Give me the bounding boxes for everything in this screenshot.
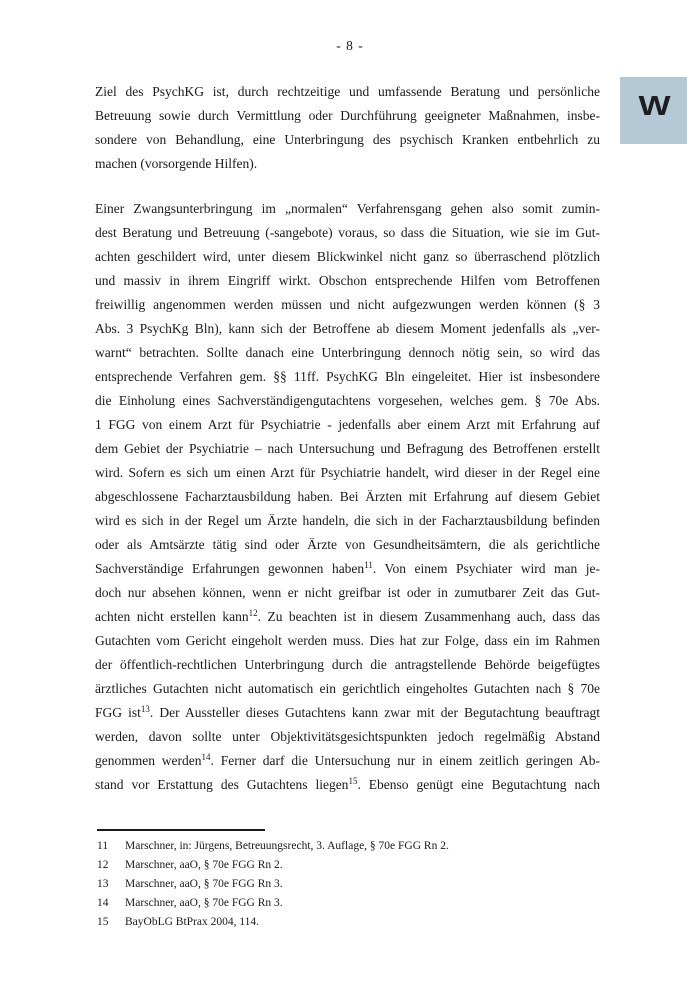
text-line: und massiv in ihrem Eingriff wirkt. Obschon entsprechende Hilfen vom Betroffenen [95, 273, 600, 288]
text-line: wird. Sofern es sich um einen Arzt für Psychiatrie handelt, wird dieser in der Regel eine [95, 465, 600, 480]
text-line: wird es sich in der Regel um Ärzte handeln, die sich in der Facharztausbildung befinden [95, 513, 600, 528]
text-line: oder als Amtsärzte tätig sind oder Ärzte von Gesundheitsämtern, die als gerichtliche [95, 537, 600, 552]
footnote-reference: 12 [248, 608, 258, 618]
footnotes [97, 837, 602, 932]
text-line: achten geschildert wird, unter diesem Blickwinkel nicht ganz so überraschend plötzlich [95, 249, 600, 264]
text-line: Betreuung sowie durch Vermittlung oder Durchführung geeigneter Maßnahmen, insbe- [95, 108, 600, 123]
text-line: die Einholung eines Sachverständigengutachtens vorgesehen, welches gem. § 70e Abs. [95, 393, 600, 408]
footnote-item [97, 856, 602, 875]
text-line: freiwillig angenommen werden müssen und nicht aufgezwungen werden können (§ 3 [95, 297, 600, 312]
page-number: - 8 - [336, 38, 364, 53]
text-line: werden, davon sollte unter Objektivitätsgesichtspunkten jedoch regelmäßig Abstand [95, 729, 600, 744]
text-line: warnt“ betrachten. Sollte danach eine Unterbringung dennoch nötig sein, so wird das [95, 345, 600, 360]
text-line: Einer Zwangsunterbringung im „normalen“ Verfahrensgang gehen also somit zumin- [95, 201, 600, 216]
text-line: ärztliches Gutachten nicht automatisch ein gerichtlich eingeholtes Gutachten nach § 70e [95, 681, 600, 696]
footnote-text: Marschner, in: Jürgens, Betreuungsrecht, 3. Auflage, § 70e FGG Rn 2. [125, 840, 449, 852]
text-line: FGG ist$^{13}$. Der Aussteller dieses Gutachtens kann zwar mit der Begutachtung beauftragt [95, 704, 600, 720]
text-line: doch nur absehen können, wenn er nicht greifbar ist oder in zumutbarer Zeit das Gut- [95, 585, 600, 600]
text-line: genommen werden$^{14}$. Ferner darf die Untersuchung nur in einem zeitlich geringen Ab- [95, 752, 601, 768]
footnote-text: BayObLG BtPrax 2004, 114. [125, 916, 260, 928]
text-line: Sachverständige Erfahrungen gewonnen haben$^{11}$. Von einem Psychiater wird man je- [95, 560, 600, 576]
footnote-item [97, 913, 602, 932]
footnote-reference: 13 [140, 704, 150, 714]
text-line: Ziel des PsychKG ist, durch rechtzeitige und umfassende Beratung und persönliche [95, 84, 600, 99]
text-line: entsprechende Verfahren gem. §§ 11ff. PsychKG Bln eingeleitet. Hier ist insbesondere [95, 369, 600, 384]
text-line: der öffentlich-rechtlichen Unterbringung durch die antragstellende Behörde beigefügtes [95, 657, 600, 672]
paragraph [95, 80, 600, 176]
body-text [95, 80, 600, 797]
footnote-number: 12 [97, 859, 109, 871]
footnote-item [97, 837, 602, 856]
footnote-number: 13 [97, 878, 109, 890]
text-line: achten nicht erstellen kann$^{12}$. Zu beachten ist in diesem Zusammenhang auch, dass das [95, 608, 600, 624]
footnote-separator [97, 829, 265, 831]
footnote-reference: 11 [364, 560, 373, 570]
footnote-reference: 14 [201, 752, 211, 762]
footnote-number: 11 [97, 840, 109, 852]
footnote-number: 15 [97, 916, 109, 928]
watermark-w-icon: W [638, 90, 669, 122]
footnote-item [97, 894, 602, 913]
text-line: Gutachten vom Gericht eingeholt werden muss. Dies hat zur Folge, dass ein im Rahmen [95, 633, 600, 648]
text-line: dem Gebiet der Psychiatrie – nach Untersuchung und Befragung des Betroffenen erstellt [95, 441, 600, 456]
footnote-text: Marschner, aaO, § 70e FGG Rn 3. [125, 878, 283, 890]
footnote-item [97, 875, 602, 894]
text-line: sondere von Behandlung, eine Unterbringung des psychisch Kranken entbehrlich zu [95, 132, 600, 147]
watermark-box [620, 77, 687, 144]
footnote-text: Marschner, aaO, § 70e FGG Rn 3. [125, 897, 283, 909]
text-line: dest Beratung und Betreuung (-sangebote) voraus, so dass die Situation, wie sie im Gut- [95, 225, 600, 240]
text-line: Abs. 3 PsychKg Bln), kann sich der Betroffene ab diesem Moment jedenfalls als „ver- [95, 321, 600, 336]
footnote-number: 14 [97, 897, 109, 909]
footnote-text: Marschner, aaO, § 70e FGG Rn 2. [125, 859, 283, 871]
paragraph [95, 197, 600, 797]
text-line: abgeschlossene Facharztausbildung haben. Bei Ärzten mit Erfahrung auf diesem Gebiet [95, 489, 600, 504]
footnote-reference: 15 [348, 776, 358, 786]
text-line: stand vor Erstattung des Gutachtens liegen$^{15}$. Ebenso genügt eine Begutachtung nach [95, 776, 600, 792]
text-line: 1 FGG von einem Arzt für Psychiatrie - jedenfalls aber einem Arzt mit Erfahrung auf [95, 417, 600, 432]
text-line: machen (vorsorgende Hilfen). [95, 156, 258, 171]
